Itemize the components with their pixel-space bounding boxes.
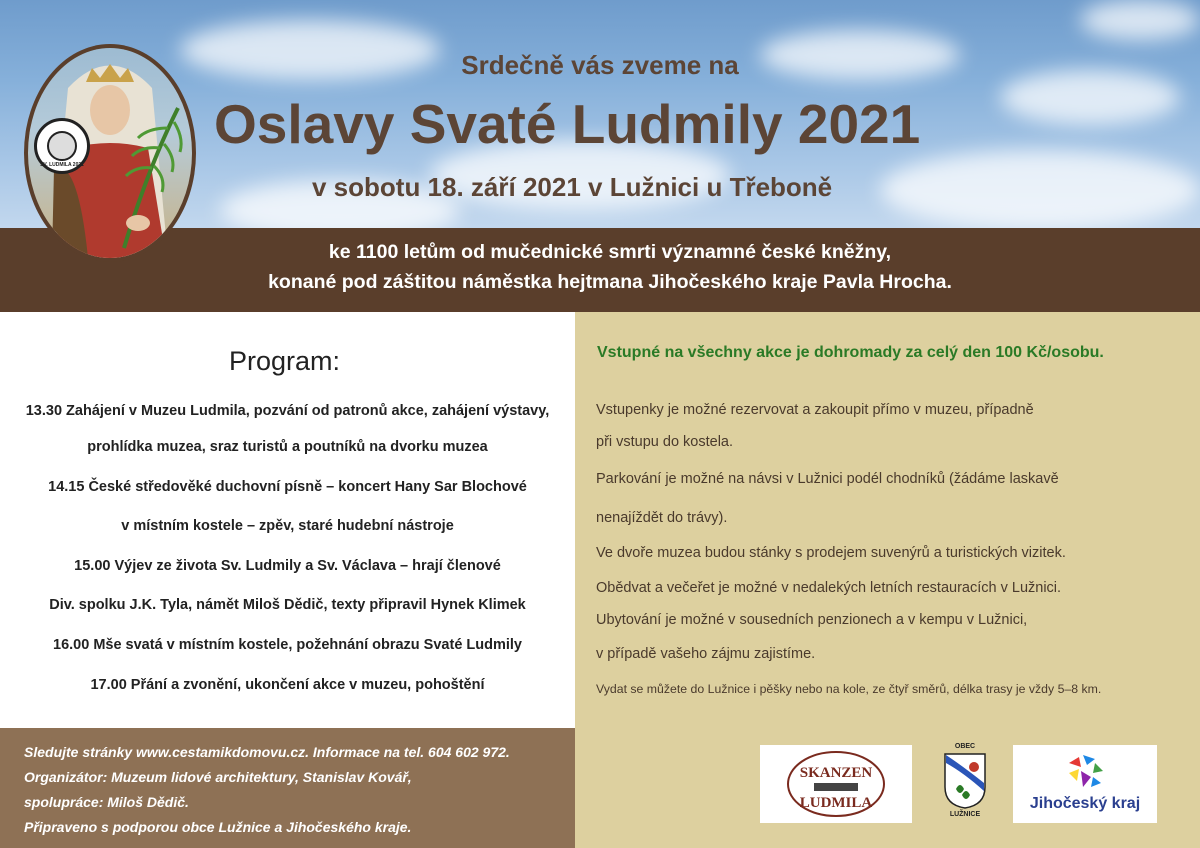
obec-luznice-emblem: OBEC LUŽNICE	[942, 743, 988, 821]
program-line: 14.15 České středověké duchovní písně – koncert Hany Sar Blochové	[48, 479, 527, 495]
route-note: Vydat se můžete do Lužnice i pěšky nebo na kole, ze čtyř směrů, délka trasy je vždy 5–8 km.	[596, 682, 1102, 696]
entry-fee: Vstupné na všechny akce je dohromady za celý den 100 Kč/osobu.	[597, 344, 1104, 361]
program-line: 16.00 Mše svatá v místním kostele, požehnání obrazu Svaté Ludmily	[53, 637, 522, 653]
program-line: 15.00 Výjev ze života Sv. Ludmily a Sv. Václava – hrají členové	[74, 558, 501, 574]
program-line: 13.30 Zahájení v Muzeu Ludmila, pozvání od patronů akce, zahájení výstavy,	[25, 403, 550, 419]
footer-line: spolupráce: Miloš Dědič.	[24, 794, 189, 810]
event-title: Oslavy Svaté Ludmily 2021	[214, 93, 921, 155]
coat-of-arms-icon	[944, 753, 986, 809]
footer-line: Organizátor: Muzeum lidové architektury, Stanislav Kovář,	[24, 769, 412, 785]
info-line: Vstupenky je možné rezervovat a zakoupit přímo v muzeu, případně	[596, 402, 1034, 418]
kraj-emblem-icon	[1065, 753, 1105, 791]
skanzen-ludmila-logo	[760, 745, 912, 823]
info-line: Ubytování je možné v sousedních penzionech a v kempu v Lužnici,	[596, 612, 1028, 628]
info-line: Ve dvoře muzea budou stánky s prodejem suvenýrů a turistických vizitek.	[596, 545, 1066, 561]
invite-heading: Srdečně vás zveme na	[461, 50, 739, 80]
info-line: při vstupu do kostela.	[596, 434, 734, 450]
jihocesky-kraj-logo: Jihočeský kraj	[1013, 745, 1157, 823]
program-line: 17.00 Přání a zvonění, ukončení akce v muzeu, pohoštění	[90, 677, 485, 693]
sv-ludmila-seal-icon: SV. LUDMILA 2021	[34, 118, 90, 174]
program-line: v místním kostele – zpěv, staré hudební nástroje	[121, 518, 454, 534]
svg-text:SKANZEN: SKANZEN	[799, 765, 873, 781]
program-line: Div. spolku J.K. Tyla, námět Miloš Dědič, texty připravil Hynek Klimek	[49, 597, 526, 613]
info-line: v případě vašeho zájmu zajistíme.	[596, 646, 816, 662]
program-line: prohlídka muzea, sraz turistů a poutníků na dvorku muzea	[87, 439, 488, 455]
info-line: Parkování je možné na návsi v Lužnici podél chodníků (žádáme laskavě	[596, 471, 1059, 487]
band-line-1: ke 1100 letům od mučednické smrti významné české kněžny,	[328, 241, 892, 263]
footer-line: Připraveno s podporou obce Lužnice a Jihočeského kraje.	[24, 819, 412, 835]
info-line: nenajíždět do trávy).	[596, 510, 728, 526]
svg-text:LUDMILA: LUDMILA	[799, 795, 873, 811]
event-date: v sobotu 18. září 2021 v Lužnici u Třeboně	[312, 172, 833, 202]
program-title: Program:	[229, 346, 341, 376]
band-line-2: konané pod záštitou náměstka hejtmana Jihočeského kraje Pavla Hrocha.	[268, 271, 952, 293]
footer-line: Sledujte stránky www.cestamikdomovu.cz. Informace na tel. 604 602 972.	[24, 744, 510, 760]
info-line: Obědvat a večeřet je možné v nedalekých letních restauracích v Lužnici.	[596, 580, 1062, 596]
saint-ludmila-medallion	[24, 44, 196, 262]
